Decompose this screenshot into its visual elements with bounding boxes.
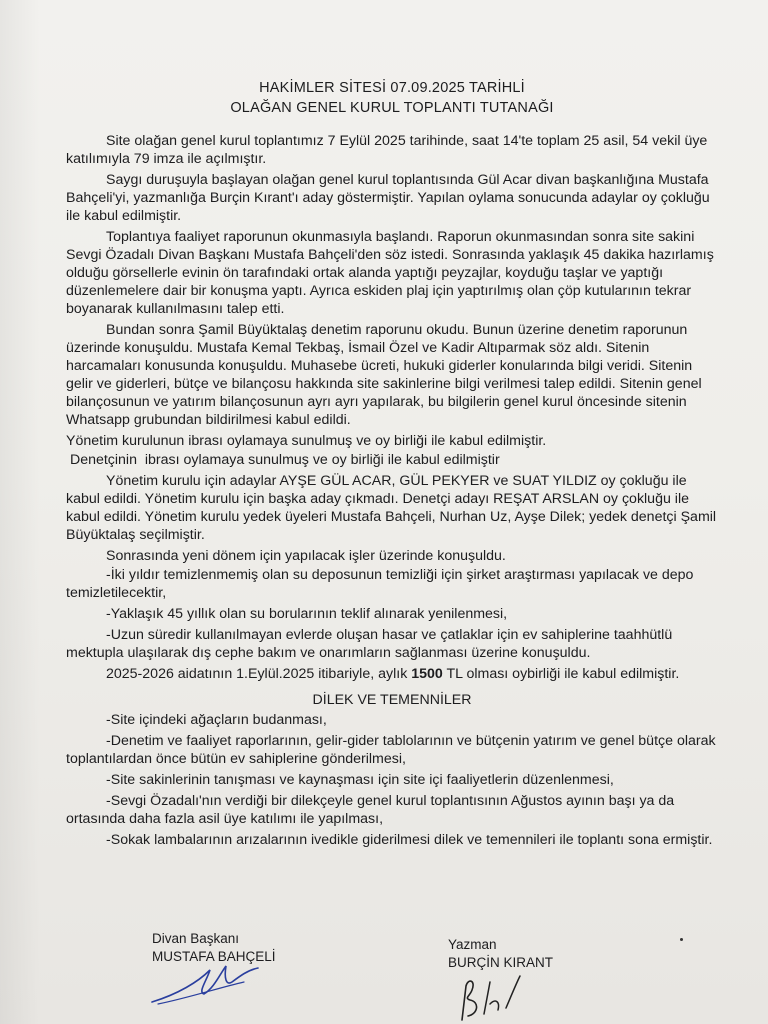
paragraph-audit-report: Bundan sonra Şamil Büyüktalaş denetim raporunu okudu. Bunun üzerine denetim raporunun üzerinde konuşuldu. Mustafa Kemal Tekbaş, İsmail Özel ve Kadir Altıparmak söz aldı. Sitenin harcamaları konusunda konuşuldu. Muhasebe ücreti, hukuki giderler konularında bilgi veridi. Sitenin gelir ve giderleri, bütçe ve bilançosu hakkında site sakinlerine bilgi verilmesi talep edildi. Sitenin genel bilançosunun ve yatırım bilançosunun ayrı ayrı yapılarak, bu bilgilerin genel kurul öncesinde sitenin Whatsapp grubundan bildirilmesi kabul edildi. — [66, 322, 702, 428]
secretary-role: Yazman — [448, 937, 497, 952]
document-body — [66, 78, 718, 852]
title-line-2: OLAĞAN GENEL KURUL TOPLANTI TUTANAĞI — [230, 100, 554, 116]
wish-street-lamps: -Sokak lambalarının arızalarının ivedikle giderilmesi dilek ve temennileri ile toplantı sona ermiştir. — [106, 832, 713, 848]
wish-tree-pruning: -Site içindeki ağaçların budanması, — [106, 712, 327, 728]
paragraph-activity-report: Toplantıya faaliyet raporunun okunmasıyla başlandı. Raporun okunmasından sonra site sakini Sevgi Özadalı Divan Başkanı Mustafa Bahçeli'den söz istedi. Sonrasında yaklaşık 45 dakika hazırlamış olduğu görsellerle evinin ön tarafındaki ortak alanda yaptığı peyzajlar, koyduğu taşlar ve yaptığı düzenlemelere dair bir konuşma yaptı. Ayrıca eskiden plaj için yaptırılmış olan çöp kutularının tekrar boyanarak kullanılmasını talep etti. — [66, 229, 714, 317]
wish-meeting-date: -Sevgi Özadalı'nın verdiği bir dilekçeyle genel kurul toplantısının Ağustos ayının başı ya da ortasında daha fazla asil üye katılımı ile yapılması, — [66, 793, 675, 827]
secretary-signature-scribble — [450, 964, 560, 1024]
paragraph-board-election: Yönetim kurulu için adaylar AYŞE GÜL ACAR, GÜL PEKYER ve SUAT YILDIZ oy çokluğu ile kabul edildi. Yönetim kurulu için başka aday çıkmadı. Denetçi adayı REŞAT ARSLAN oy çokluğu ile kabul edildi. Yönetim kurulu yedek üyeleri Mustafa Bahçeli, Nurhan Uz, Ayşe Dilek; yedek denetçi Şamil Büyüktalaş seçilmiştir. — [66, 473, 717, 543]
wishes-heading: DİLEK VE TEMENNİLER — [312, 692, 472, 708]
title-line-1: HAKİMLER SİTESİ 07.09.2025 TARİHLİ — [259, 80, 525, 96]
dues-text-before: 2025-2026 aidatının 1.Eylül.2025 itibariyle, aylık — [106, 666, 412, 682]
chair-signature-scribble — [148, 952, 278, 1012]
secretary-name: BURÇİN KIRANT — [448, 955, 554, 970]
paragraph-divan-election: Saygı duruşuyla başlayan olağan genel kurul toplantısında Gül Acar divan başkanlığına Mustafa Bahçeli'yi, yazmanlığa Burçin Kırant'ı aday göstermiştir. Yapılan oylama sonucunda adaylar oy çokluğu ile kabul edilmiştir. — [66, 172, 710, 224]
paragraph-board-release: Yönetim kurulunun ibrası oylamaya sunulmuş ve oy birliği ile kabul edilmiştir. — [66, 433, 547, 449]
wish-reports-sent: -Denetim ve faaliyet raporlarının, gelir-gider tablolarının ve bütçenin yatırım ve genel bütçe olarak toplantılardan önce bütün ev sahiplerine gönderilmesi, — [66, 733, 716, 767]
item-water-tank: -İki yıldır temizlenmemiş olan su deposunun temizliği için şirket araştırması yapılacak ve depo temizletilecektir, — [66, 567, 694, 601]
item-water-pipes: -Yaklaşık 45 yıllık olan su borularının teklif alınarak yenilenmesi, — [106, 606, 508, 622]
chair-role: Divan Başkanı — [152, 931, 240, 946]
dues-amount: 1500 — [411, 666, 443, 682]
document-title — [66, 78, 718, 118]
chair-name: MUSTAFA BAHÇELİ — [152, 949, 276, 964]
paragraph-dues — [66, 665, 718, 683]
paragraph-new-term: Sonrasında yeni dönem için yapılacak işler üzerinde konuşuldu. — [106, 548, 506, 564]
page-shadow — [0, 0, 40, 1024]
ink-dot — [680, 938, 683, 941]
paragraph-auditor-release: Denetçinin ibrası oylamaya sunulmuş ve oy birliği ile kabul edilmiştir — [66, 452, 500, 468]
item-facade-repair: -Uzun süredir kullanılmayan evlerde oluşan hasar ve çatlaklar için ev sahiplerine taahhütlü mektupla ulaşılarak dış cephe bakım ve onarımların sağlanması üzerine konuşuldu. — [66, 627, 673, 661]
paragraph-opening: Site olağan genel kurul toplantımız 7 Eylül 2025 tarihinde, saat 14'te toplam 25 asil, 54 vekil üye katılımıyla 79 imza ile açılmıştır. — [66, 133, 708, 167]
wish-social-activities: -Site sakinlerinin tanışması ve kaynaşması için site içi faaliyetlerin düzenlenmesi, — [106, 772, 614, 788]
dues-text-after: TL olması oybirliği ile kabul edilmiştir. — [442, 666, 680, 682]
